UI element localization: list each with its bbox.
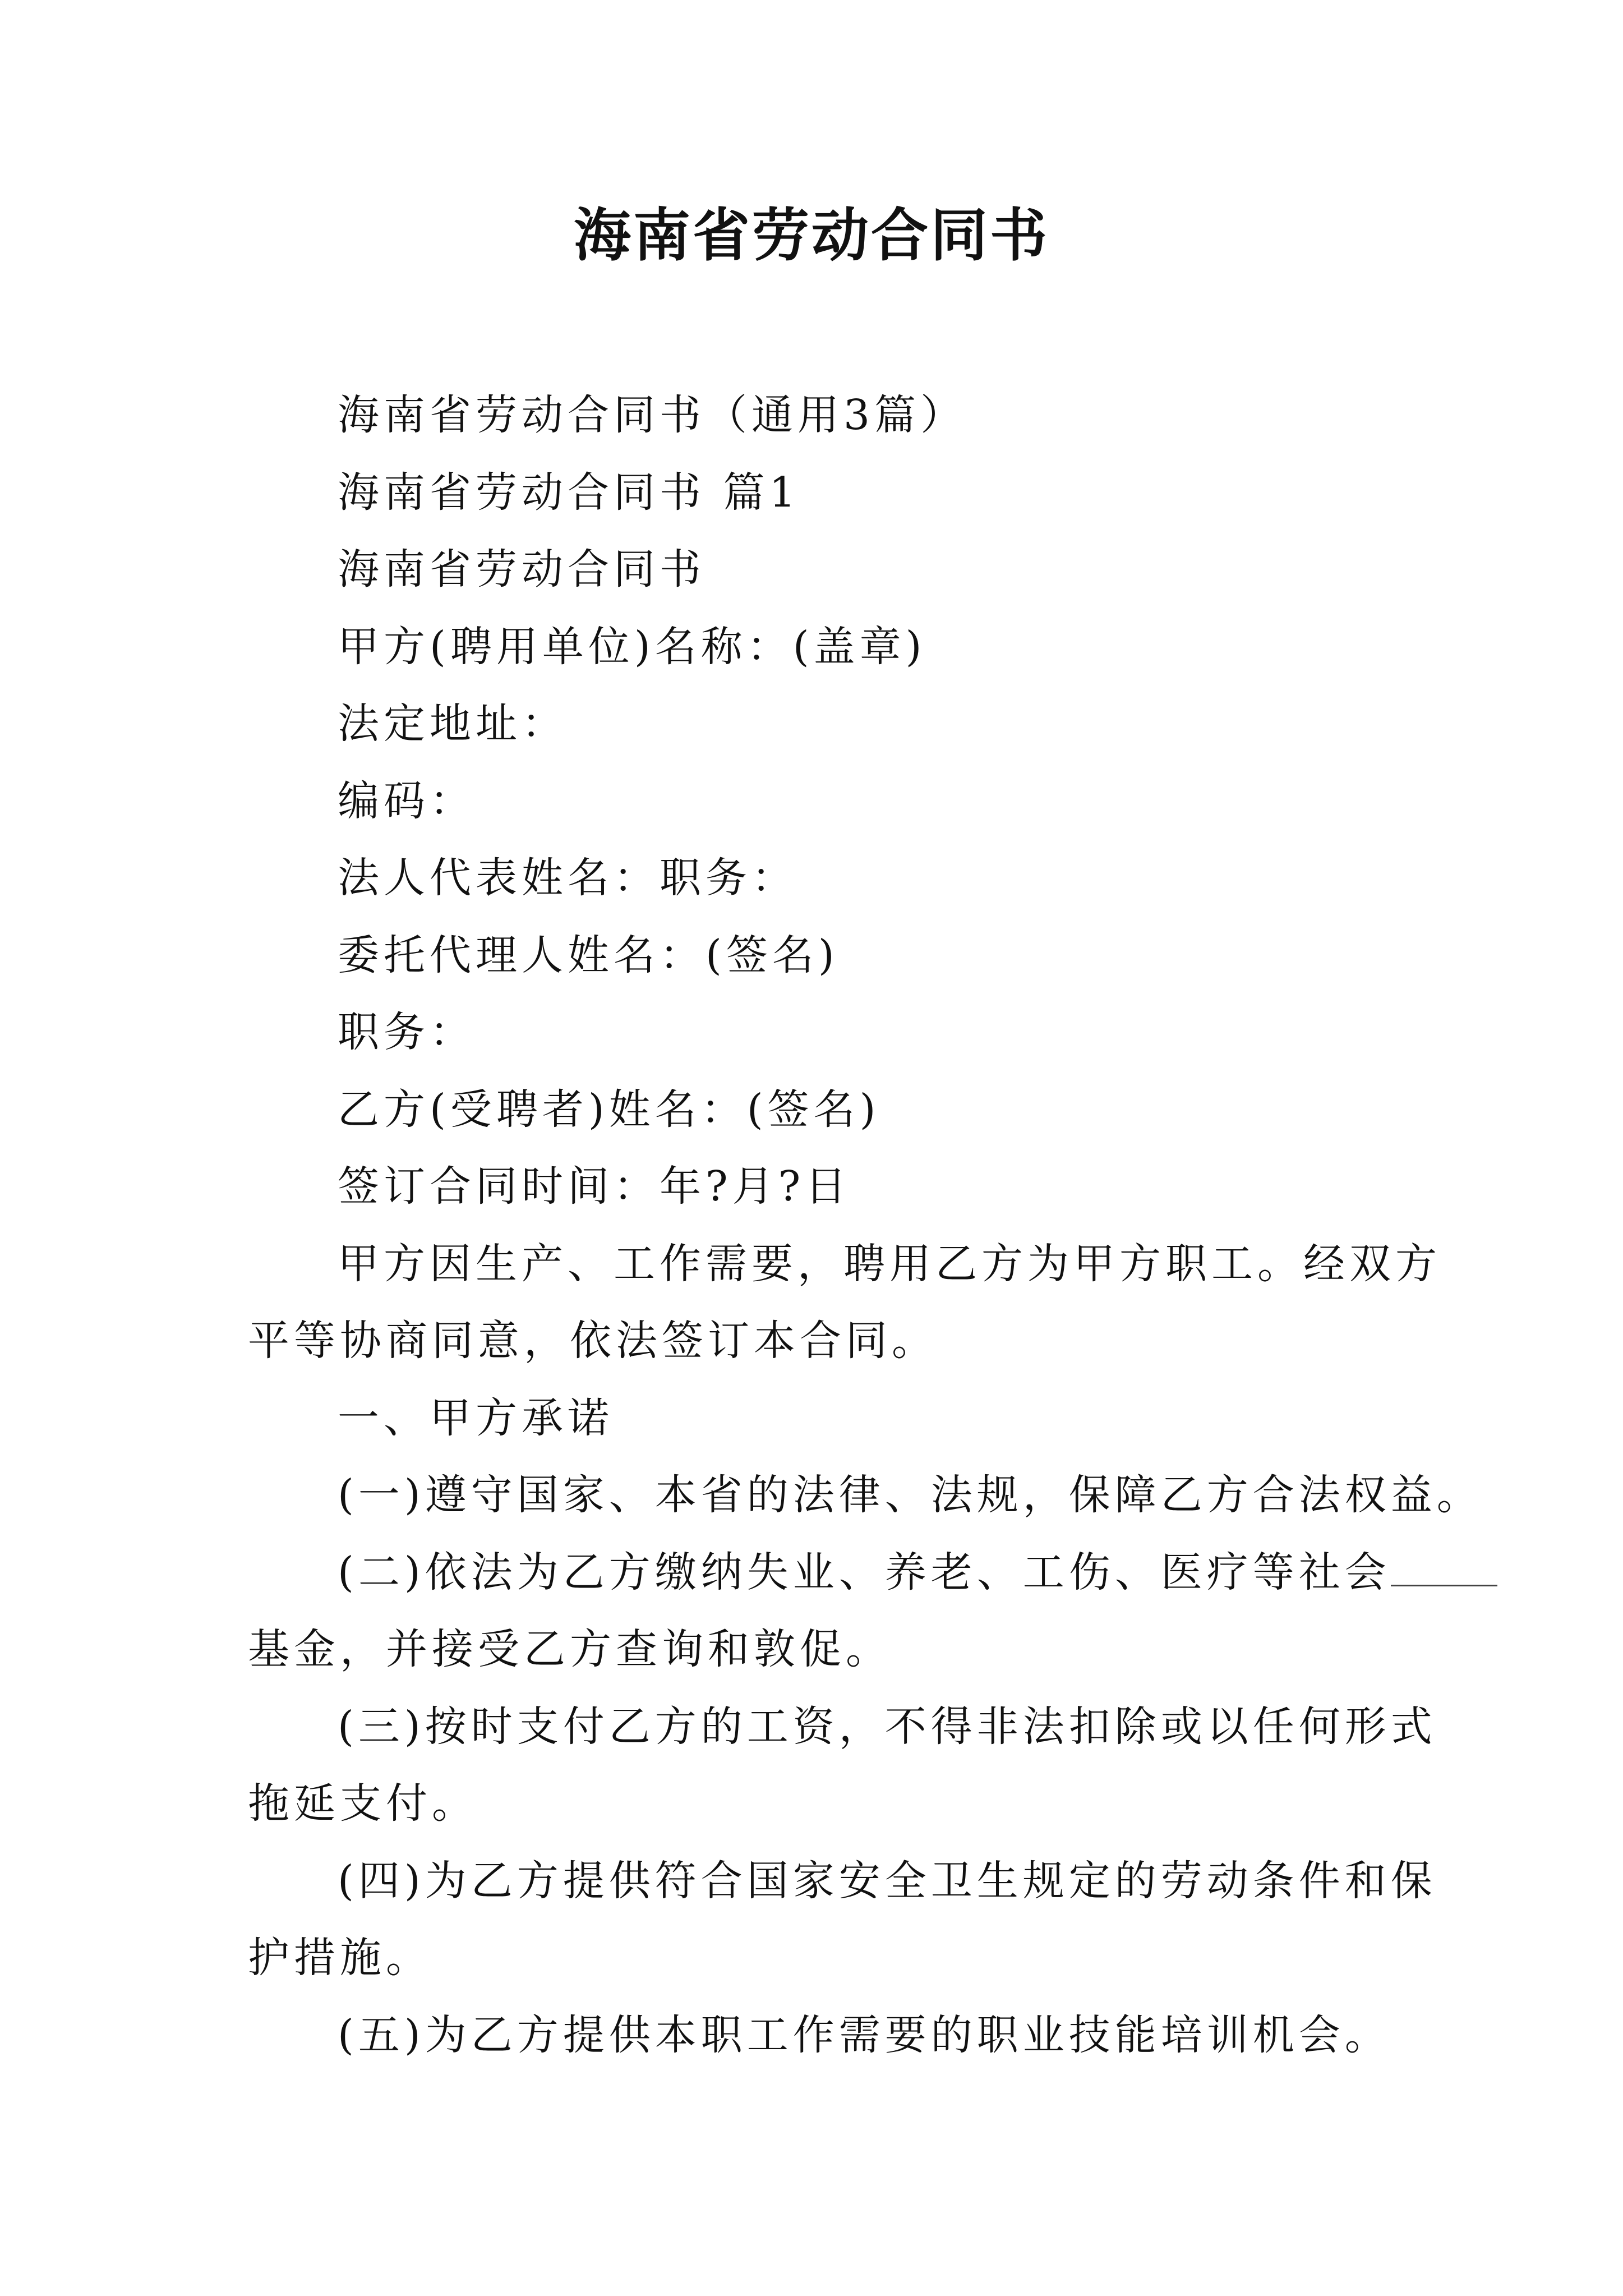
clause-3-line-2: 拖延支付。 xyxy=(248,1779,478,1828)
document-title: 海南省劳动合同书 xyxy=(574,202,1049,269)
field-legal-address: 法定地址： xyxy=(338,700,568,748)
field-postal-code: 编码： xyxy=(338,777,476,825)
paragraph-preamble-line-2: 平等协商同意，依法签订本合同。 xyxy=(248,1317,938,1365)
clause-2-text: (二)依法为乙方缴纳失业、养老、工伤、医疗等社会 xyxy=(338,1548,1391,1596)
field-agent-position: 职务： xyxy=(338,1008,476,1056)
clause-2-line-2: 基金，并接受乙方查询和敦促。 xyxy=(248,1625,892,1673)
clause-4-line-2: 护措施。 xyxy=(248,1934,432,1982)
clause-1: (一)遵守国家、本省的法律、法规，保障乙方合法权益。 xyxy=(338,1471,1483,1519)
section-heading-party-a: 一、甲方承诺 xyxy=(338,1394,614,1442)
paragraph-subtitle: 海南省劳动合同书（通用3篇） xyxy=(338,391,967,439)
clause-4-line-1: (四)为乙方提供符合国家安全卫生规定的劳动条件和保 xyxy=(338,1857,1437,1905)
field-signing-date: 签订合同时间：年?月?日 xyxy=(338,1162,851,1211)
clause-2-line-1 xyxy=(338,1544,1497,1600)
field-party-a-name: 甲方(聘用单位)名称：(盖章) xyxy=(338,623,926,671)
field-authorized-agent: 委托代理人姓名：(签名) xyxy=(338,931,839,979)
fill-in-blank xyxy=(1391,1545,1497,1586)
paragraph-preamble-line-1: 甲方因生产、工作需要，聘用乙方为甲方职工。经双方 xyxy=(338,1240,1441,1288)
paragraph-section-heading: 海南省劳动合同书 篇1 xyxy=(338,468,800,517)
paragraph-contract-name: 海南省劳动合同书 xyxy=(338,545,706,593)
clause-5: (五)为乙方提供本职工作需要的职业技能培训机会。 xyxy=(338,2011,1391,2059)
field-legal-representative: 法人代表姓名：职务： xyxy=(338,854,797,902)
clause-3-line-1: (三)按时支付乙方的工资，不得非法扣除或以任何形式 xyxy=(338,1703,1437,1751)
field-party-b-name: 乙方(受聘者)姓名：(签名) xyxy=(338,1085,880,1134)
